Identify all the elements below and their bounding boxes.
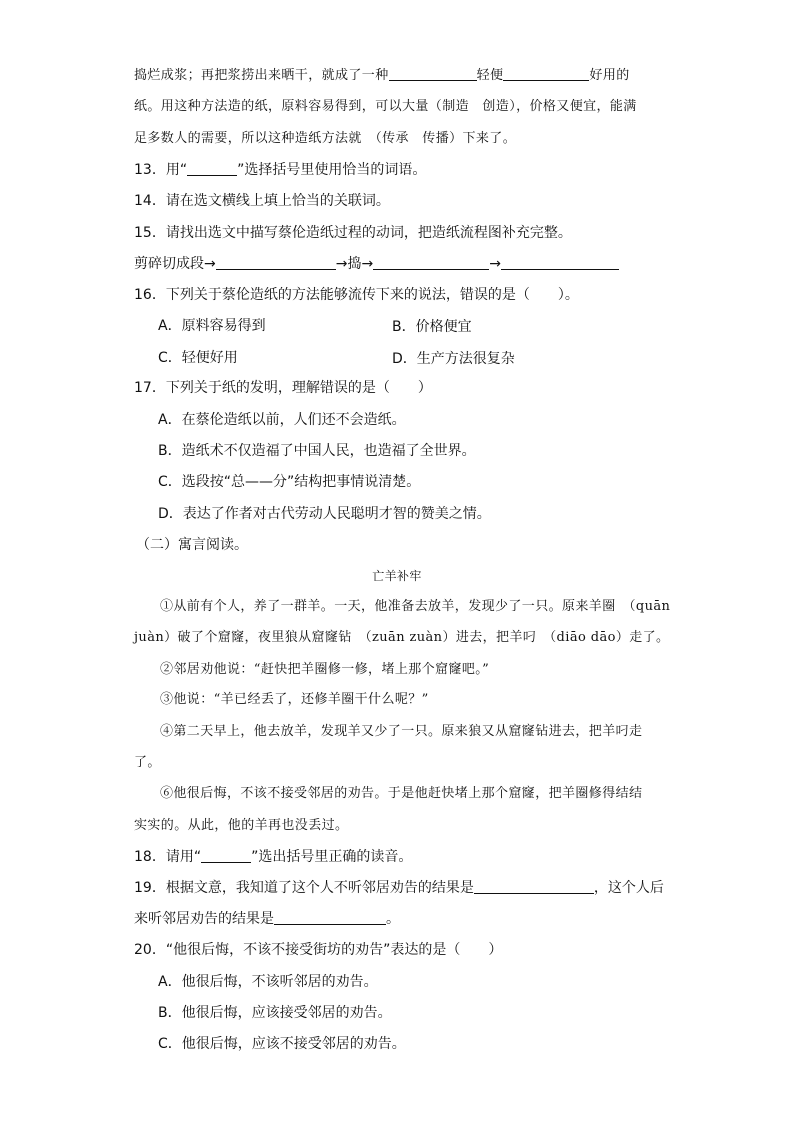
passage-text: 轻便	[476, 68, 504, 83]
answer-blank[interactable]	[474, 879, 594, 894]
fable-paragraph-5: ⑥他很后悔，不该不接受邻居的劝告。于是他赶快堵上那个窟窿，把羊圈修得结结	[160, 786, 643, 801]
question-text: 来听邻居劝告的结果是	[134, 911, 274, 927]
choice-16-c[interactable]: C．轻便好用	[158, 350, 238, 366]
choice-16-d[interactable]: D．生产方法很复杂	[392, 351, 515, 367]
choice-16-a[interactable]: A．原料容易得到	[158, 318, 266, 334]
question-text: 。	[386, 911, 400, 927]
question-19-cont	[134, 909, 664, 929]
choice-20-b[interactable]: B．他很后悔，应该接受邻居的劝告。	[158, 1005, 392, 1021]
choice-17-a[interactable]: A．在蔡伦造纸以前，人们还不会造纸。	[158, 412, 406, 428]
answer-blank[interactable]	[389, 66, 477, 81]
fable-paragraph-1: ①从前有个人，养了一群羊。一天，他准备去放羊，发现少了一只。原来羊圈 （quān	[160, 599, 671, 614]
question-text: ”选择括号里使用恰当的词语。	[237, 162, 427, 178]
flow-chart	[134, 254, 664, 274]
question-13	[134, 160, 664, 180]
choice-17-c[interactable]: C．选段按“总——分”结构把事情说清楚。	[158, 474, 421, 490]
answer-blank[interactable]	[501, 255, 619, 270]
flow-step: →捣→	[335, 256, 374, 272]
answer-blank[interactable]	[373, 255, 489, 270]
passage-line-2: 纸。用这种方法造的纸，原料容易得到，可以大量（制造 创造），价格又便宜，能满	[134, 99, 637, 114]
choice-20-a[interactable]: A．他很后悔，不该听邻居的劝告。	[158, 974, 378, 990]
fable-title: 亡羊补牢	[372, 569, 422, 583]
question-17: 17．下列关于纸的发明，理解错误的是（ ）	[134, 380, 432, 396]
passage-text: 好用的	[589, 68, 630, 83]
fable-paragraph-4-cont: 了。	[134, 755, 161, 770]
fable-paragraph-1-cont: juàn）破了个窟窿，夜里狼从窟窿钻 （zuān zuàn）进去，把羊叼 （diāo dāo）走了。	[134, 630, 670, 645]
flow-step: 剪碎切成段→	[134, 256, 216, 272]
section-heading: （二）寓言阅读。	[136, 537, 248, 553]
question-14: 14．请在选文横线上填上恰当的关联词。	[134, 193, 390, 209]
passage-line-3: 足多数人的需要，所以这种造纸方法就 （传承 传播）下来了。	[134, 131, 517, 146]
question-16: 16．下列关于蔡伦造纸的方法能够流传下来的说法，错误的是（ ）。	[134, 287, 579, 303]
passage-line-1	[134, 66, 664, 86]
question-18	[134, 847, 664, 867]
question-text: ，这个人后	[593, 880, 664, 896]
question-15: 15．请找出选文中描写蔡伦造纸过程的动词，把造纸流程图补充完整。	[134, 225, 572, 241]
fable-paragraph-5-cont: 实实的。从此，他的羊再也没丢过。	[134, 818, 349, 833]
choice-20-c[interactable]: C．他很后悔，应该不接受邻居的劝告。	[158, 1036, 406, 1052]
flow-step: →	[489, 256, 501, 272]
question-20: 20．“他很后悔，不该不接受街坊的劝告”表达的是（ ）	[134, 942, 503, 958]
choice-17-b[interactable]: B．造纸术不仅造福了中国人民，也造福了全世界。	[158, 443, 476, 459]
question-text: 18．请用“	[134, 849, 202, 865]
question-text: 13．用“	[134, 162, 188, 178]
question-text: ”选出括号里正确的读音。	[251, 849, 413, 865]
passage-text: 捣烂成浆；再把浆捞出来晒干，就成了一种	[134, 68, 389, 83]
fable-paragraph-4: ④第二天早上，他去放羊，发现羊又少了一只。原来狼又从窟窿钻进去，把羊叼走	[160, 724, 643, 739]
fable-paragraph-3: ③他说：“羊已经丢了，还修羊圈干什么呢？”	[160, 692, 429, 707]
underline-mark	[187, 161, 237, 176]
question-19	[134, 878, 664, 898]
choice-17-d[interactable]: D．表达了作者对古代劳动人民聪明才智的赞美之情。	[158, 506, 491, 522]
answer-blank[interactable]	[274, 910, 386, 925]
underline-mark	[201, 848, 251, 863]
answer-blank[interactable]	[216, 255, 336, 270]
question-text: 19．根据文意，我知道了这个人不听邻居劝告的结果是	[134, 880, 474, 896]
fable-paragraph-2: ②邻居劝他说：“赶快把羊圈修一修，堵上那个窟窿吧。”	[160, 662, 490, 677]
answer-blank[interactable]	[503, 66, 589, 81]
choice-16-b[interactable]: B．价格便宜	[392, 319, 472, 335]
